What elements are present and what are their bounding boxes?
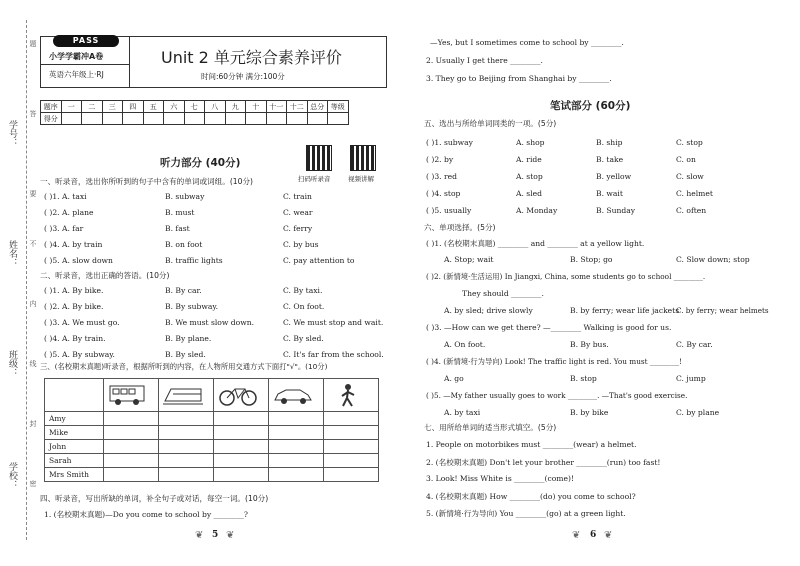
person-name: John [45,440,104,454]
person-name: Sarah [45,454,104,468]
option-c: C. wear [283,208,313,217]
binding-line [26,20,27,540]
check-cell[interactable] [324,440,379,454]
score-cell: 四 [123,101,144,113]
school-label: 学校： [7,462,17,489]
option-b: B. by bike [570,408,609,417]
question-number: ( )3. A. We must go. [44,318,120,327]
option-c: C. By taxi. [283,286,323,295]
option-c: C. jump [676,374,706,383]
score-cell: 十一 [266,101,287,113]
option-b: B. By plane. [165,334,212,343]
score-cell: 等级 [328,101,349,113]
sprout-icon: ❦ [604,530,613,541]
score-cell: 九 [225,101,246,113]
question-number: ( )5. A. By subway. [44,350,115,359]
check-cell[interactable] [104,412,159,426]
check-cell[interactable] [324,454,379,468]
score-input-cell[interactable] [184,113,205,125]
score-input-cell[interactable] [102,113,123,125]
section-heading: 一、听录音，选出你所听到的句子中含有的单词或词组。(10分) [40,177,254,186]
option-a: A. ride [516,155,542,164]
score-header-row [41,101,349,113]
choice-question: ( )5. —My father usually goes to work ________. —That's good exercise. [426,391,688,400]
option-c: C. often [676,206,707,215]
option-b: B. By subway. [165,302,219,311]
score-input-cell[interactable] [82,113,103,125]
bike-icon [218,383,258,407]
table-row [45,426,379,440]
page-number: 6 [590,530,597,540]
choice-question: ( )2. (新情境·生活运用) In Jiangxi, China, some students go to school ________. [426,272,706,281]
option-b: B. subway [165,192,205,201]
score-input-cell[interactable] [164,113,185,125]
score-input-cell[interactable] [143,113,164,125]
check-cell[interactable] [269,454,324,468]
check-cell[interactable] [214,412,269,426]
bus-icon [108,383,148,407]
check-cell[interactable] [324,412,379,426]
score-cell: 五 [143,101,164,113]
person-name: Amy [45,412,104,426]
option-c: C. slow [676,172,704,181]
option-c: C. By sled. [283,334,324,343]
binding-gutter [0,0,40,566]
option-b: B. By sled. [165,350,206,359]
gutter-marker: 题 [29,40,37,47]
sprout-icon: ❦ [226,530,235,541]
choice-question: ( )3. —How can we get there? —________ Walking is good for us. [426,323,672,332]
check-cell[interactable] [324,468,379,482]
qr-caption: 视频讲解 [348,175,374,183]
question-number: ( )4. A. By train. [44,334,106,343]
option-b: B. ship [596,138,623,147]
score-input-cell[interactable] [205,113,226,125]
option-a: A. shop [516,138,545,147]
score-input-cell[interactable] [61,113,82,125]
train-icon [163,383,203,407]
check-cell[interactable] [159,440,214,454]
table-row [45,468,379,482]
transport-cell [214,379,269,412]
check-cell[interactable] [269,468,324,482]
gutter-marker: 要 [29,190,37,197]
score-input-cell[interactable] [246,113,267,125]
pass-logo: PASS [53,35,119,47]
transport-cell [324,379,379,412]
score-input-cell[interactable] [266,113,287,125]
section-heading: 七、用所给单词的适当形式填空。(5分) [424,423,557,432]
section-heading: 五、选出与所给单词同类的一项。(5分) [424,119,557,128]
gutter-marker: 线 [29,360,37,367]
option-c: C. Slow down; stop [676,255,750,264]
fill-question: 1. People on motorbikes must ________(wear) a helmet. [426,440,637,449]
gutter-marker: 封 [29,420,37,427]
section-heading: 四、听录音，写出所缺的单词，补全句子或对话，每空一词。(10分) [40,494,269,503]
written-title: 笔试部分 (60分) [550,100,631,112]
check-cell[interactable] [159,426,214,440]
question-number: ( )5. usually [426,206,472,215]
option-c: C. It's far from the school. [283,350,384,359]
car-icon [273,383,313,407]
question-number: ( )1. A. taxi [44,192,87,201]
transport-cell [269,379,324,412]
page-title: Unit 2 单元综合素养评价 [161,48,342,67]
check-cell[interactable] [269,440,324,454]
table-row [45,412,379,426]
fill-question: 1. (名校期末真题)—Do you come to school by ________? [44,510,248,519]
score-cell: 十 [246,101,267,113]
option-c: C. We must stop and wait. [283,318,384,327]
option-c: C. by plane [676,408,720,417]
check-cell[interactable] [214,440,269,454]
option-c: C. On foot. [283,302,325,311]
option-b: B. traffic lights [165,256,223,265]
question-number: ( )3. red [426,172,457,181]
option-a: A. Monday [516,206,558,215]
check-cell[interactable] [159,468,214,482]
check-cell[interactable] [269,412,324,426]
student-number-label: 学号： [7,120,17,147]
option-a: A. sled [516,189,542,198]
question-number: ( )5. A. slow down [44,256,113,265]
question-number: ( )1. subway [426,138,473,147]
header-divider [41,64,129,65]
gutter-marker: 答 [29,110,37,117]
check-cell[interactable] [159,454,214,468]
section-heading: 二、听录音，选出正确的答语。(10分) [40,271,170,280]
score-cell: 题序 [41,101,62,113]
option-c: C. pay attention to [283,256,355,265]
score-value-row [41,113,349,125]
score-cell: 八 [205,101,226,113]
qr-code-icon[interactable] [306,145,332,171]
option-c: C. by bus [283,240,319,249]
transport-icon-row [45,379,379,412]
option-b: B. take [596,155,624,164]
option-b: B. wait [596,189,623,198]
option-c: C. ferry [283,224,313,233]
header-vertical-divider [129,37,130,87]
score-cell: 一 [61,101,82,113]
question-number: ( )2. A. plane [44,208,94,217]
fill-question: 3. They go to Beijing from Shanghai by ________. [426,74,612,83]
check-cell[interactable] [104,454,159,468]
table-row [45,454,379,468]
score-cell: 六 [164,101,185,113]
option-a: A. by taxi [444,408,481,417]
score-cell: 二 [82,101,103,113]
option-b: B. by ferry; wear life jackets [570,306,680,315]
choice-question-cont: They should ________. [462,289,544,298]
option-b: B. Sunday [596,206,636,215]
option-b: B. Stop; go [570,255,613,264]
option-b: B. fast [165,224,190,233]
option-b: B. must [165,208,195,217]
score-row-label: 得分 [41,113,62,125]
table-row [45,440,379,454]
check-cell[interactable] [324,426,379,440]
person-name: Mike [45,426,104,440]
walking-person-icon [328,383,368,407]
fill-question: 2. (名校期末真题) Don't let your brother ________(run) too fast! [426,458,661,467]
choice-question: ( )1. (名校期末真题) ________ and ________ at a yellow light. [426,239,645,248]
check-cell[interactable] [214,426,269,440]
fill-question: 5. (新情境·行为导向) You ________(go) at a green light. [426,509,626,518]
question-number: ( )1. A. By bike. [44,286,104,295]
option-a: A. On foot. [444,340,486,349]
option-c: C. By car. [676,340,713,349]
option-c: C. helmet [676,189,713,198]
qr-code-icon[interactable] [350,145,376,171]
gutter-marker: 密 [29,480,37,487]
transport-table [44,378,379,482]
option-c: C. stop [676,138,703,147]
section-heading: 三、(名校期末真题)听录音，根据所听到的内容，在人物所用交通方式下面打"√"。(10分) [40,362,328,371]
fill-question: 2. Usually I get there ________. [426,56,543,65]
option-c: C. by ferry; wear helmets [676,306,769,315]
option-b: B. on foot [165,240,203,249]
fill-question: 4. (名校期末真题) How ________(do) you come to school? [426,492,636,501]
score-cell: 总分 [307,101,328,113]
option-a: A. go [444,374,464,383]
option-b: B. stop [570,374,597,383]
score-input-cell[interactable] [307,113,328,125]
person-name: Mrs Smith [45,468,104,482]
question-number: ( )2. by [426,155,454,164]
option-a: A. by sled; drive slowly [444,306,533,315]
corner-cell [45,379,104,412]
series-name: 小学学霸冲A卷 [49,52,104,61]
option-b: B. By bus. [570,340,609,349]
question-number: ( )3. A. far [44,224,84,233]
gutter-marker: 内 [29,300,37,307]
score-table [40,100,349,125]
listening-title: 听力部分 (40分) [160,157,241,169]
right-page [400,0,800,566]
check-cell[interactable] [214,454,269,468]
option-a: A. Stop; wait [444,255,494,264]
page-number: 5 [212,530,219,540]
transport-cell [159,379,214,412]
score-input-cell[interactable] [225,113,246,125]
check-cell[interactable] [104,440,159,454]
score-cell: 三 [102,101,123,113]
qr-caption: 扫码听录音 [298,175,331,183]
choice-question: ( )4. (新情境·行为导向) Look! The traffic light is red. You must ________! [426,357,683,366]
fill-question: —Yes, but I sometimes come to school by ________. [430,38,624,47]
transport-cell [104,379,159,412]
option-c: C. on [676,155,696,164]
score-input-cell[interactable] [123,113,144,125]
sprout-icon: ❦ [195,530,204,541]
grade-label: 英语六年级上·RJ [49,70,104,79]
check-cell[interactable] [159,412,214,426]
gutter-marker: 不 [29,240,37,247]
score-cell: 十二 [287,101,308,113]
option-b: B. By car. [165,286,202,295]
question-number: ( )2. A. By bike. [44,302,104,311]
option-c: C. train [283,192,312,201]
fill-question: 3. Look! Miss White is ________(come)! [426,474,575,483]
question-number: ( )4. stop [426,189,461,198]
score-input-cell[interactable] [287,113,308,125]
option-a: A. stop [516,172,543,181]
section-heading: 六、单项选择。(5分) [424,223,496,232]
name-label: 姓名： [7,240,17,267]
sprout-icon: ❦ [572,530,581,541]
option-b: B. yellow [596,172,632,181]
score-cell: 七 [184,101,205,113]
check-cell[interactable] [104,468,159,482]
exam-header [40,36,387,88]
score-input-cell[interactable] [328,113,349,125]
exam-meta: 时间:60分钟 满分:100分 [201,72,285,81]
question-number: ( )4. A. by train [44,240,103,249]
check-cell[interactable] [214,468,269,482]
check-cell[interactable] [269,426,324,440]
check-cell[interactable] [104,426,159,440]
class-label: 班级： [7,350,17,377]
option-b: B. We must slow down. [165,318,255,327]
